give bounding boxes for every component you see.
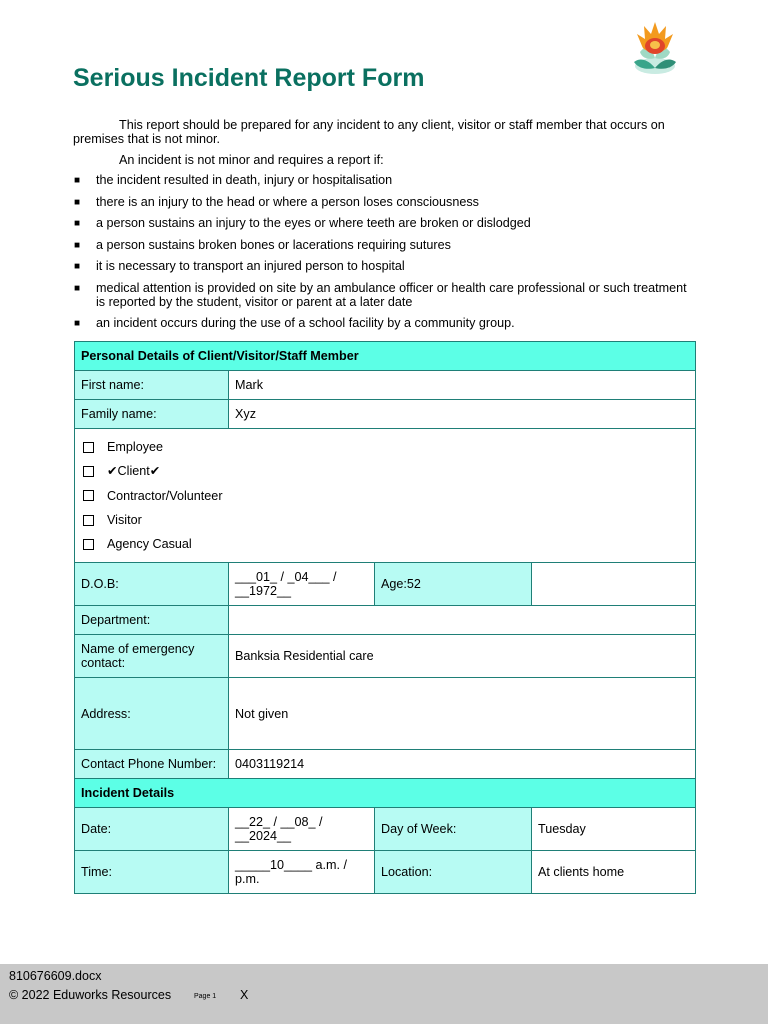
age-field[interactable]: Age:52 [375, 563, 532, 606]
list-item [73, 259, 693, 273]
list-item-text: a person sustains an injury to the eyes or where teeth are broken or dislodged [96, 216, 531, 230]
dob-field[interactable]: ___01_ / _04___ / __1972__ [229, 563, 375, 606]
time-field[interactable]: _____10____ a.m. / p.m. [229, 851, 375, 894]
phone-field[interactable]: 0403119214 [229, 750, 696, 779]
dob-label: D.O.B: [75, 563, 229, 606]
person-type-checklist [81, 429, 689, 562]
bullet-square-icon: ■ [74, 282, 81, 294]
intro-section [73, 118, 693, 338]
bullet-square-icon: ■ [74, 239, 81, 251]
checkbox-employee[interactable] [81, 435, 689, 459]
bullet-square-icon: ■ [74, 218, 81, 229]
location-field[interactable]: At clients home [532, 851, 696, 894]
checkbox-visitor[interactable] [81, 508, 689, 532]
bullet-square-icon: ■ [74, 261, 81, 272]
bullet-square-icon: ■ [74, 196, 81, 208]
personal-details-header: Personal Details of Client/Visitor/Staff Member [75, 342, 696, 371]
department-field[interactable] [229, 606, 696, 635]
footer-page-number: Page 1 [194, 993, 217, 1000]
checkbox-icon[interactable] [83, 539, 94, 550]
page-footer [0, 964, 768, 1024]
checkbox-agency-casual[interactable] [81, 532, 689, 556]
checkbox-label: Visitor [107, 513, 142, 528]
list-item-text: medical attention is provided on site by an ambulance officer or health care professional or such treatment is reported by the student, visitor or parent at a later date [96, 280, 687, 309]
date-label: Date: [75, 808, 229, 851]
list-item-text: there is an injury to the head or where a person loses consciousness [96, 194, 479, 209]
family-name-label: Family name: [75, 400, 229, 429]
first-name-label: First name: [75, 371, 229, 400]
footer-filename: 810676609.docx [9, 969, 102, 983]
checkbox-icon[interactable] [83, 442, 94, 453]
protea-flower-logo-icon [626, 18, 684, 78]
address-label: Address: [75, 678, 229, 750]
checkbox-label: Agency Casual [107, 537, 192, 552]
list-item-text: an incident occurs during the use of a school facility by a community group. [96, 316, 515, 330]
checkbox-label: ✔Client✔ [107, 464, 161, 479]
criteria-list [73, 173, 693, 330]
footer-mark: X [240, 988, 249, 1002]
checkbox-icon[interactable] [83, 466, 94, 477]
list-item [73, 281, 693, 309]
list-item-text: it is necessary to transport an injured person to hospital [96, 259, 405, 273]
phone-label: Contact Phone Number: [75, 750, 229, 779]
family-name-field[interactable]: Xyz [229, 400, 696, 429]
address-field[interactable]: Not given [229, 678, 696, 750]
page-title: Serious Incident Report Form [73, 64, 425, 92]
location-label: Location: [375, 851, 532, 894]
department-label: Department: [75, 606, 229, 635]
list-item-text: a person sustains broken bones or lacerations requiring sutures [96, 237, 451, 252]
age-extra-cell [532, 563, 696, 606]
date-field[interactable]: __22_ / __08_ / __2024__ [229, 808, 375, 851]
intro-paragraph: This report should be prepared for any incident to any client, visitor or staff member that occurs on premises that is not minor. [73, 118, 665, 146]
checkbox-icon[interactable] [83, 490, 94, 501]
list-item [73, 238, 693, 252]
incident-report-table [74, 341, 696, 894]
intro-criteria-paragraph: An incident is not minor and requires a report if: [119, 153, 384, 167]
day-of-week-field[interactable]: Tuesday [532, 808, 696, 851]
checkbox-label: Employee [107, 440, 164, 455]
checkbox-label: Contractor/Volunteer [107, 488, 223, 503]
list-item [73, 316, 693, 330]
incident-details-header: Incident Details [75, 779, 696, 808]
person-type-cell [75, 429, 696, 563]
footer-copyright: © 2022 Eduworks Resources [9, 988, 172, 1002]
bullet-square-icon: ■ [74, 175, 81, 186]
day-of-week-label: Day of Week: [375, 808, 532, 851]
list-item-text: the incident resulted in death, injury or hospitalisation [96, 173, 393, 187]
checkbox-icon[interactable] [83, 515, 94, 526]
checkbox-contractor-volunteer[interactable] [81, 484, 689, 508]
emergency-contact-label: Name of emergency contact: [75, 635, 229, 678]
bullet-square-icon: ■ [74, 318, 81, 329]
list-item [73, 216, 693, 230]
list-item [73, 195, 693, 209]
list-item [73, 173, 693, 187]
time-label: Time: [75, 851, 229, 894]
first-name-field[interactable]: Mark [229, 371, 696, 400]
emergency-contact-field[interactable]: Banksia Residential care [229, 635, 696, 678]
checkbox-client[interactable] [81, 459, 689, 483]
